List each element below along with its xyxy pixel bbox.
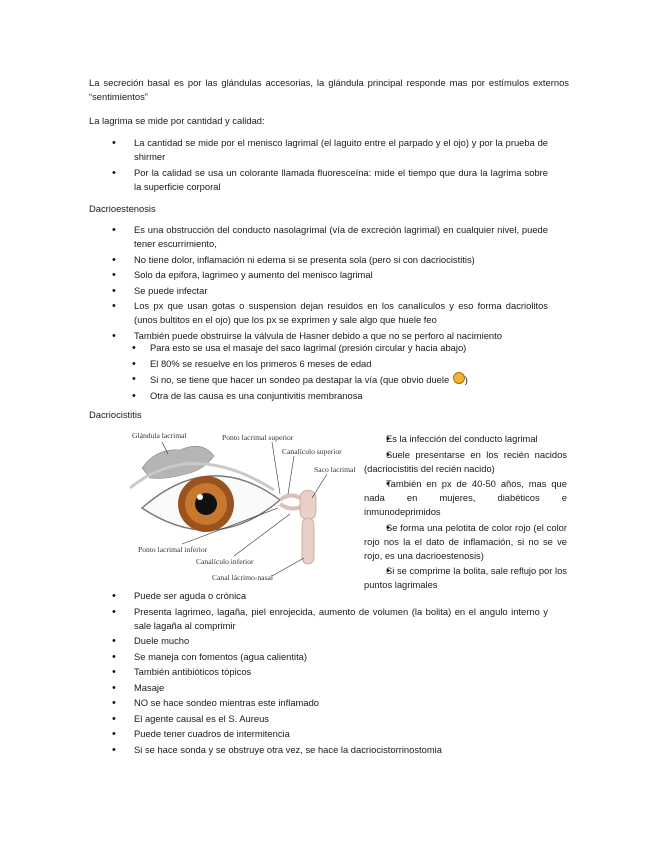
pupil-highlight — [197, 494, 203, 500]
list-item: • Los px que usan gotas o suspension dejan resuidos en los canalículos y eso forma dacriolitos (unos bultitos en el ojo) que los px se exprimen y sale algo que huele feo — [112, 299, 548, 327]
label-saco: Saco lacrimal — [314, 465, 356, 474]
list-item-suffix: ) — [464, 374, 468, 385]
list-item: • Puede ser aguda o crónica — [112, 589, 548, 603]
list-item: • Se forma una pelotita de color rojo (el color rojo nos la el dato de inflamación, si no se ve rojo, es una dacrioestenosis) — [364, 521, 567, 563]
list-item: • No tiene dolor, inflamación ni edema si se presenta sola (pero si con dacriocistitis) — [112, 253, 548, 267]
list-item: • También antibióticos tópicos — [112, 665, 548, 679]
upper-canaliculus — [280, 495, 300, 500]
list-item: • Se puede infectar — [112, 284, 548, 298]
list-item: • También en px de 40-50 años, mas que nada en mujeres, diabéticos e inmunodeprimidos — [364, 477, 567, 519]
list-item: • También puede obstruirse la válvula de Hasner debido a que no se perforo al nacimiento — [112, 329, 548, 343]
list-item: • El agente causal es el S. Aureus — [112, 712, 548, 726]
list-item-text: Si no, se tiene que hacer un sondeo pa destapar la vía (que obvio duele — [150, 374, 450, 385]
intro-paragraph: La secreción basal es por las glándulas accesorias, la glándula principal responde mas por estímulos externos “sentimientos” — [89, 77, 569, 102]
dacrioestenosis-list — [112, 223, 548, 344]
measure-list — [112, 136, 548, 195]
dacrioestenosis-heading: Dacrioestenosis — [89, 203, 156, 214]
list-item: • Masaje — [112, 681, 548, 695]
lower-canaliculus — [280, 504, 302, 509]
dacrioestenosis-sublist — [132, 341, 552, 404]
list-item: • Duele mucho — [112, 634, 548, 648]
label-canaliculo-inferior: Canalículo inferior — [196, 557, 254, 566]
list-item: • La cantidad se mide por el menisco lagrimal (el laguito entre el parpado y el ojo) y por la prueba de shirmer — [112, 136, 548, 164]
dacriocistitis-side-list — [364, 432, 567, 594]
list-item — [132, 372, 552, 387]
measure-heading: La lagrima se mide por cantidad y calidad: — [89, 115, 265, 126]
list-item: • Presenta lagrimeo, lagaña, piel enrojecida, aumento de volumen (la bolita) en el angulo interno y sale lagaña al comprimir — [112, 605, 548, 633]
list-item: • Para esto se usa el masaje del saco lagrimal (presión circular y hacia abajo) — [132, 341, 552, 355]
list-item: • Si se comprime la bolita, sale reflujo por los puntos lagrimales — [364, 564, 567, 592]
label-canaliculo-superior: Canalículo superior — [282, 447, 342, 456]
list-item: • Si se hace sonda y se obstruye otra vez, se hace la dacriocistorrinostomia — [112, 743, 548, 757]
list-item: • El 80% se resuelve en los primeros 6 meses de edad — [132, 357, 552, 371]
lacrimal-sac — [300, 490, 316, 520]
list-item: • Suele presentarse en los recién nacidos (dacriocistitis del recién nacido) — [364, 448, 567, 476]
label-glandula: Glándula lacrimal — [132, 431, 187, 440]
dacriocistitis-heading: Dacriocistitis — [89, 409, 142, 420]
dacriocistitis-list — [112, 589, 548, 758]
list-item: • Es una obstrucción del conducto nasolagrimal (vía de excreción lagrimal) en cualquier nivel, puede tener escurrimiento, — [112, 223, 548, 251]
nasolacrimal-duct — [302, 518, 314, 564]
list-item: • Solo da epifora, lagrimeo y aumento del menisco lagrimal — [112, 268, 548, 282]
label-canal: Canal lácrimo-nasal — [212, 573, 273, 582]
list-item: • Por la calidad se usa un colorante llamada fluoresceína: mide el tiempo que dura la lagrima sobre la superficie corporal — [112, 166, 548, 194]
sad-face-emoji-icon — [453, 372, 465, 384]
list-item: • Otra de las causa es una conjuntivitis membranosa — [132, 389, 552, 403]
list-item: • Es la infección del conducto lagrimal — [364, 432, 567, 446]
list-item: • Puede tener cuadros de intermitencia — [112, 727, 548, 741]
list-item: • Se maneja con fomentos (agua calientita) — [112, 650, 548, 664]
list-item: • NO se hace sondeo mientras este inflamado — [112, 696, 548, 710]
label-ponto-superior: Ponto lacrimal superior — [222, 433, 294, 442]
label-ponto-inferior: Ponto lacrimal inferior — [138, 545, 208, 554]
lacrimal-system-figure — [122, 428, 360, 584]
